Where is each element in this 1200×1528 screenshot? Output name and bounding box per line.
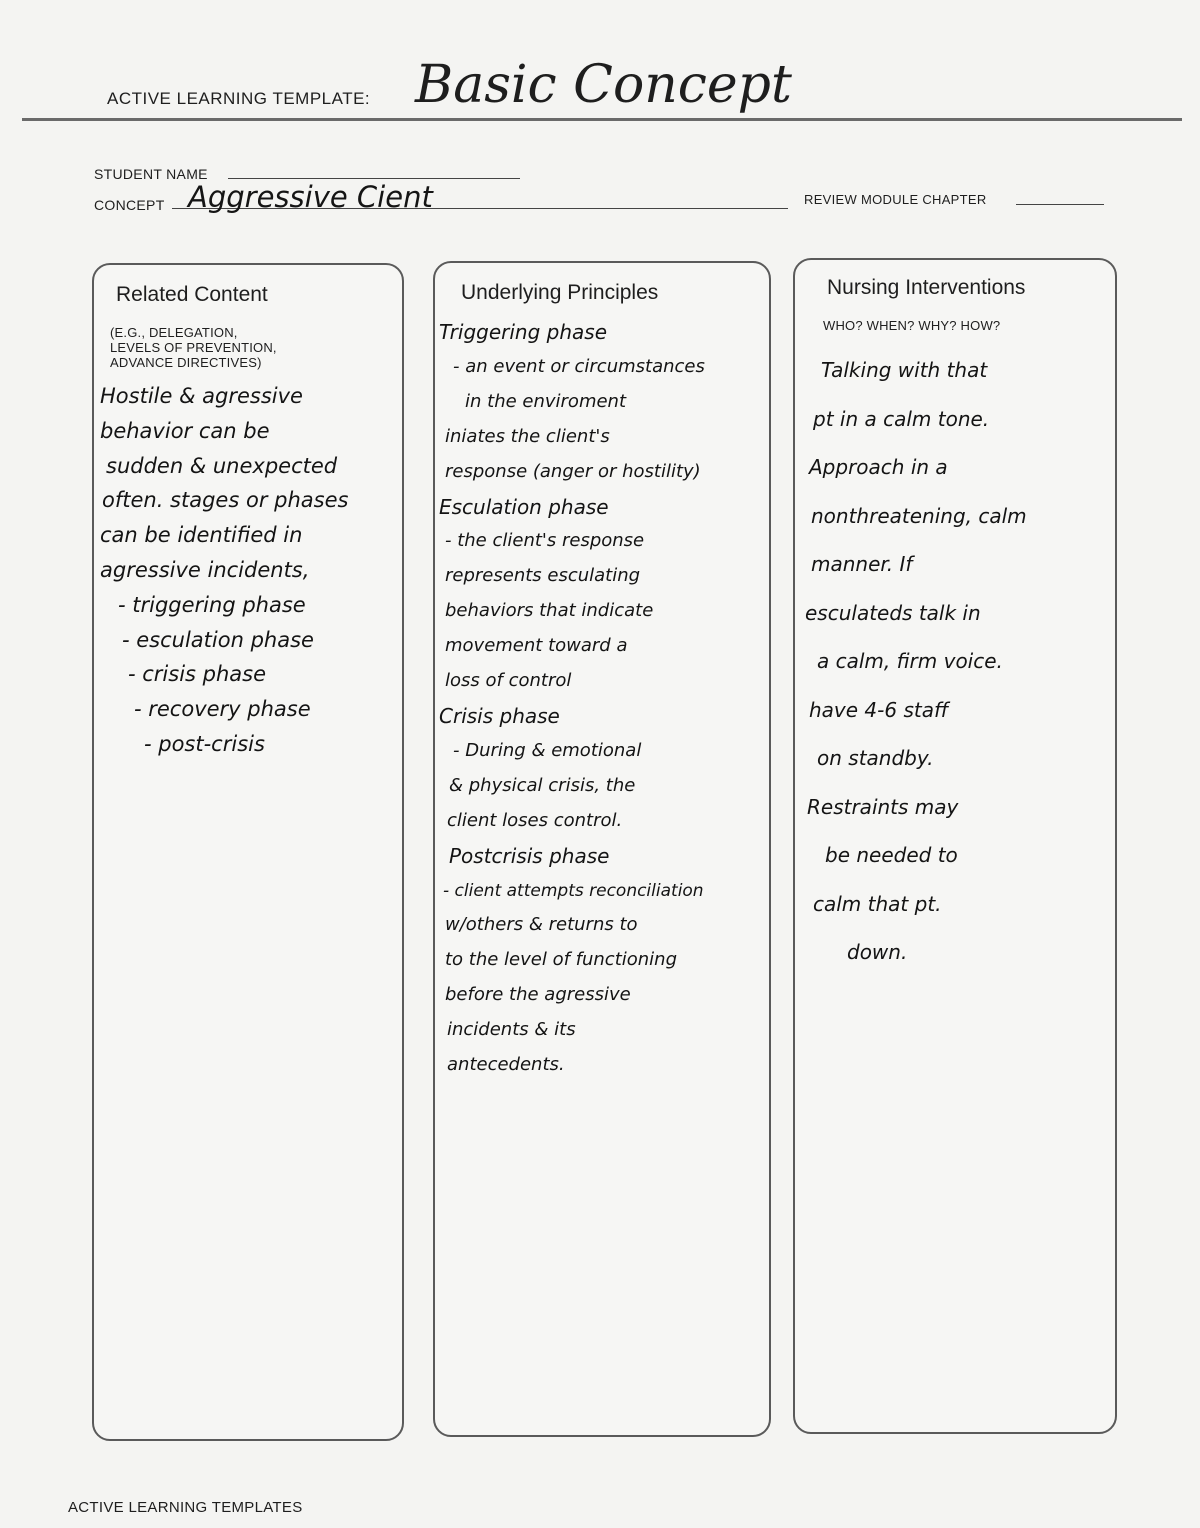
- note-line: agressive incidents,: [100, 557, 310, 582]
- note-line: nonthreatening, calm: [811, 503, 1027, 528]
- note-line: esculateds talk in: [805, 600, 981, 625]
- footer-label: ACTIVE LEARNING TEMPLATES: [68, 1499, 303, 1516]
- concept-value: Aggressive Cient: [188, 180, 433, 214]
- note-line: - the client's response: [445, 530, 645, 552]
- note-line: in the enviroment: [465, 390, 627, 412]
- student-name-line: [228, 178, 520, 179]
- note-line: be needed to: [825, 843, 958, 867]
- note-line: - an event or circumstances: [453, 355, 705, 377]
- note-line: Approach in a: [809, 455, 948, 479]
- nursing-interventions-panel: [793, 258, 1117, 1434]
- note-line: response (anger or hostility): [445, 460, 701, 482]
- note-line: - esculation phase: [122, 627, 314, 652]
- underlying-principles-panel: [433, 261, 771, 1437]
- note-line: iniates the client's: [445, 425, 610, 447]
- note-line: - triggering phase: [118, 592, 306, 617]
- note-line: behaviors that indicate: [445, 600, 654, 622]
- note-line: have 4-6 staff: [809, 697, 949, 722]
- note-line: - post-crisis: [144, 731, 265, 756]
- note-line: sudden & unexpected: [106, 453, 338, 478]
- related-subtitle-line: (E.G., DELEGATION,: [110, 325, 238, 340]
- related-content-notes: [100, 379, 348, 762]
- note-line: down.: [847, 940, 908, 964]
- template-label: ACTIVE LEARNING TEMPLATE:: [107, 89, 371, 108]
- concept-label: CONCEPT: [94, 197, 165, 213]
- note-line: - crisis phase: [128, 662, 267, 687]
- note-line: before the agressive: [445, 984, 631, 1006]
- note-line: pt in a calm tone.: [813, 406, 990, 431]
- related-content-title: Related Content: [116, 283, 268, 306]
- note-line: Crisis phase: [439, 703, 560, 728]
- note-line: on standby.: [817, 746, 934, 770]
- note-line: calm that pt.: [813, 891, 942, 916]
- note-line: loss of control: [445, 670, 572, 692]
- note-line: - During & emotional: [453, 739, 642, 761]
- note-line: w/others & returns to: [445, 914, 638, 936]
- student-name-label: STUDENT NAME: [94, 166, 208, 182]
- nursing-interventions-notes: [805, 346, 1027, 977]
- header-divider: [22, 118, 1182, 121]
- note-line: Restraints may: [807, 794, 959, 819]
- note-line: Postcrisis phase: [449, 843, 610, 868]
- note-line: client loses control.: [447, 809, 623, 831]
- note-line: to the level of functioning: [445, 949, 678, 971]
- note-line: can be identified in: [100, 523, 303, 548]
- note-line: represents esculating: [445, 565, 641, 587]
- related-content-subtitle: [110, 325, 277, 370]
- nursing-interventions-title: Nursing Interventions: [827, 276, 1026, 299]
- review-module-label: REVIEW MODULE CHAPTER: [804, 192, 987, 207]
- template-title: Basic Concept: [415, 55, 792, 115]
- note-line: manner. If: [811, 552, 913, 576]
- related-subtitle-line: ADVANCE DIRECTIVES): [110, 355, 262, 370]
- related-content-panel: [92, 263, 404, 1441]
- note-line: movement toward a: [445, 635, 628, 657]
- note-line: Talking with that: [821, 358, 988, 382]
- related-subtitle-line: LEVELS OF PREVENTION,: [110, 340, 277, 355]
- note-line: incidents & its: [447, 1019, 576, 1041]
- note-line: antecedents.: [447, 1054, 565, 1076]
- note-line: Triggering phase: [439, 320, 607, 344]
- note-line: Esculation phase: [439, 494, 609, 519]
- note-line: - recovery phase: [134, 697, 311, 722]
- nursing-interventions-subtitle: WHO? WHEN? WHY? HOW?: [823, 318, 1001, 333]
- note-line: a calm, firm voice.: [817, 649, 1003, 673]
- note-line: & physical crisis, the: [449, 774, 636, 796]
- note-line: - client attempts reconciliation: [443, 880, 704, 901]
- note-line: behavior can be: [100, 418, 270, 443]
- underlying-principles-title: Underlying Principles: [461, 281, 659, 304]
- review-module-line: [1016, 204, 1104, 205]
- underlying-principles-notes: [439, 315, 705, 1083]
- note-line: often. stages or phases: [102, 488, 349, 513]
- template-header: [107, 55, 1187, 125]
- note-line: Hostile & agressive: [100, 384, 303, 408]
